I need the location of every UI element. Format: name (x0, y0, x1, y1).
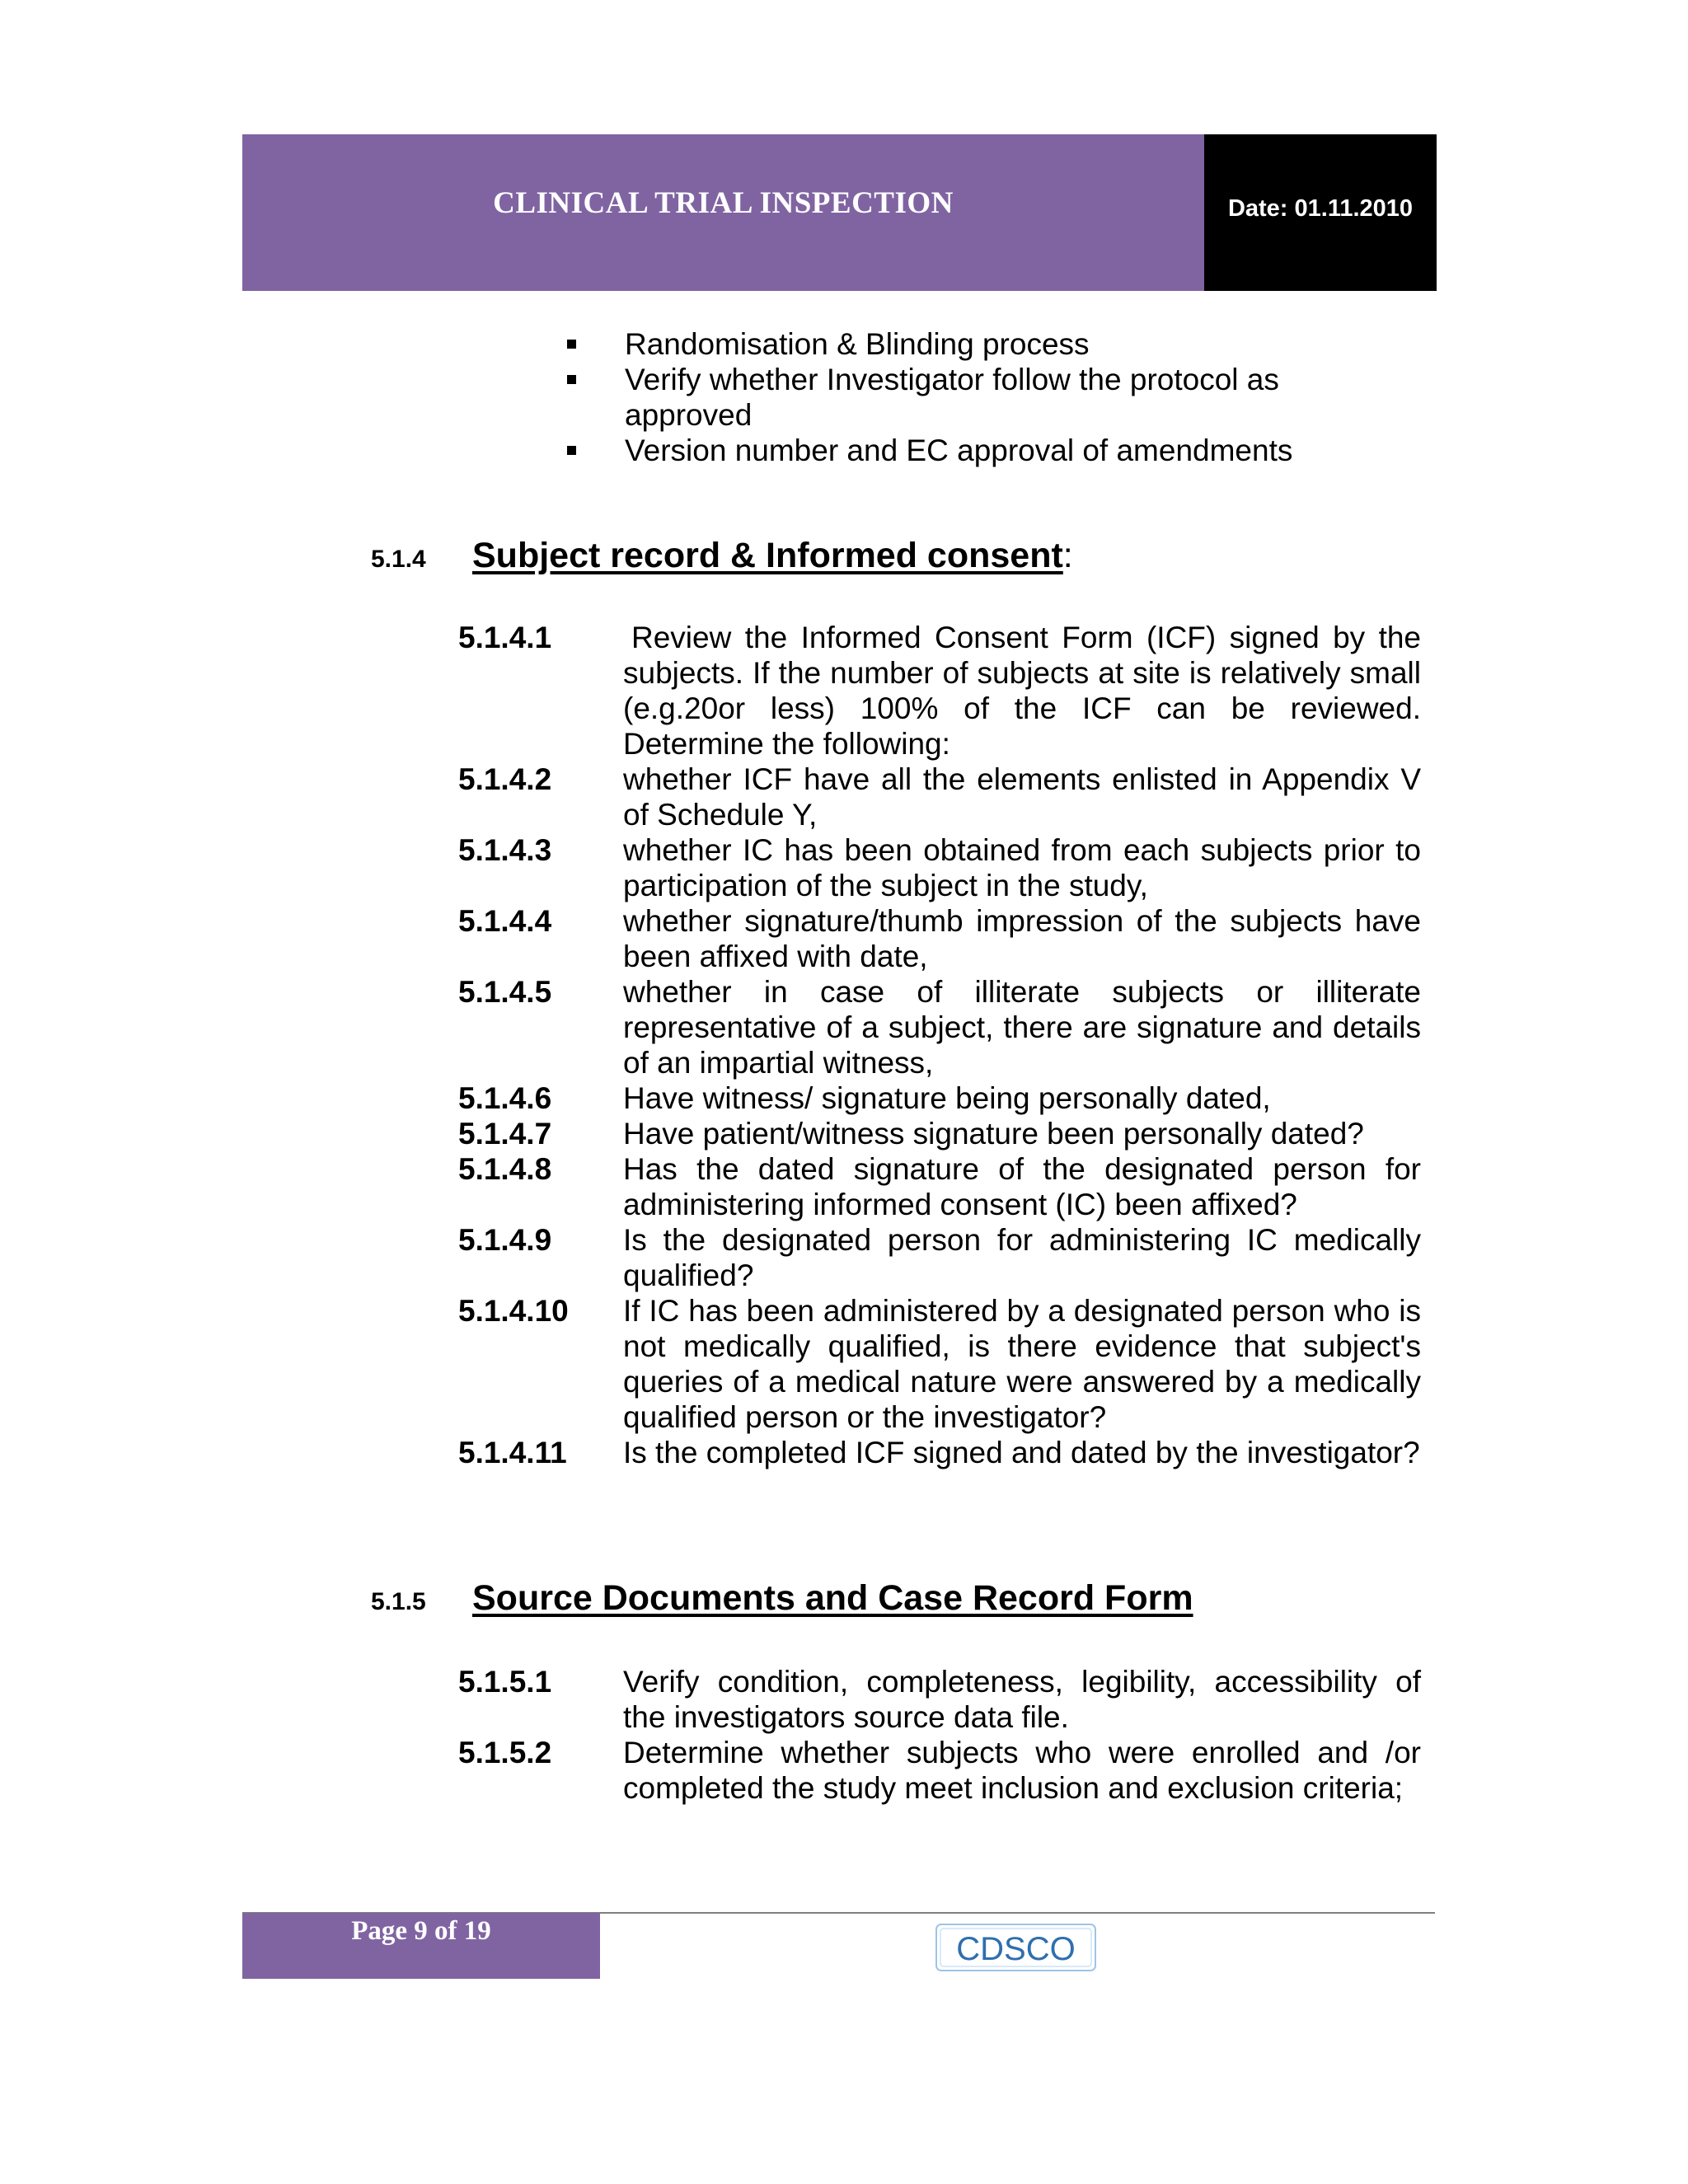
square-bullet-icon (567, 446, 576, 455)
list-item: 5.1.4.8 Has the dated signature of the designated person for administering informed consent (IC) been affixed? (458, 1152, 1421, 1221)
square-bullet-icon (567, 340, 576, 349)
list-item: 5.1.5.2 Determine whether subjects who were enrolled and /or completed the study meet inclusion and exclusion criteria; (458, 1736, 1421, 1805)
list-item: 5.1.4.11 Is the completed ICF signed and dated by the investigator? (458, 1436, 1420, 1469)
list-item: 5.1.4.3 whether IC has been obtained from each subjects prior to participation of the subject in the study, (458, 833, 1421, 902)
section-number: 5.1.5 (371, 1588, 426, 1615)
document-date: Date: 01.11.2010 (1227, 194, 1414, 222)
list-item: 5.1.4.6 Have witness/ signature being personally dated, (458, 1081, 1271, 1115)
list-item: 5.1.4.1 Review the Informed Consent Form (ICF) signed by the subjects. If the number of subjects at site is relatively small (e.g.20or less) 100% of the ICF can be reviewed. Determine the following: (458, 621, 1421, 761)
date-box (1204, 134, 1437, 291)
square-bullet-icon (567, 375, 576, 384)
section-title: Source Documents and Case Record Form (472, 1578, 1193, 1618)
section-title: Subject record & Informed consent (472, 536, 1063, 575)
page-number: Page 9 of 19 (351, 1916, 491, 1946)
section-heading-5-1-5 (371, 1578, 1193, 1619)
list-item: 5.1.4.2 whether ICF have all the elements enlisted in Appendix V of Schedule Y, (458, 762, 1421, 832)
list-item: Verify whether Investigator follow the protocol as approved (567, 362, 1441, 433)
logo-text: CDSCO (956, 1931, 1076, 1967)
section-items-5-1-4 (458, 620, 1421, 1470)
list-item: 5.1.5.1 Verify condition, completeness, legibility, accessibility of the investigators source data file. (458, 1665, 1421, 1734)
cdsco-logo (935, 1924, 1096, 1971)
bullet-list (567, 326, 1441, 468)
section-heading-5-1-4: 5.1.4 Subject record & Informed consent : (371, 536, 1073, 575)
list-item: Randomisation & Blinding process (567, 326, 1441, 362)
list-item: 5.1.4.9 Is the designated person for administering IC medically qualified? (458, 1223, 1421, 1292)
list-item: 5.1.4.7 Have patient/witness signature been personally dated? (458, 1117, 1364, 1151)
document-title: CLINICAL TRIAL INSPECTION (493, 185, 954, 220)
section-number: 5.1.4 (371, 546, 426, 573)
list-item: 5.1.4.5 whether in case of illiterate subjects or illiterate representative of a subject, there are signature and details of an impartial witness, (458, 975, 1421, 1080)
section-items-5-1-5 (458, 1664, 1421, 1806)
list-item: Version number and EC approval of amendments (567, 433, 1441, 468)
list-item: 5.1.4.4 whether signature/thumb impression of the subjects have been affixed with date, (458, 904, 1421, 973)
list-item: 5.1.4.10 If IC has been administered by a designated person who is not medically qualified, is there evidence that subject's queries of a medical nature were answered by a medically qualified person or the investigator? (458, 1294, 1421, 1434)
